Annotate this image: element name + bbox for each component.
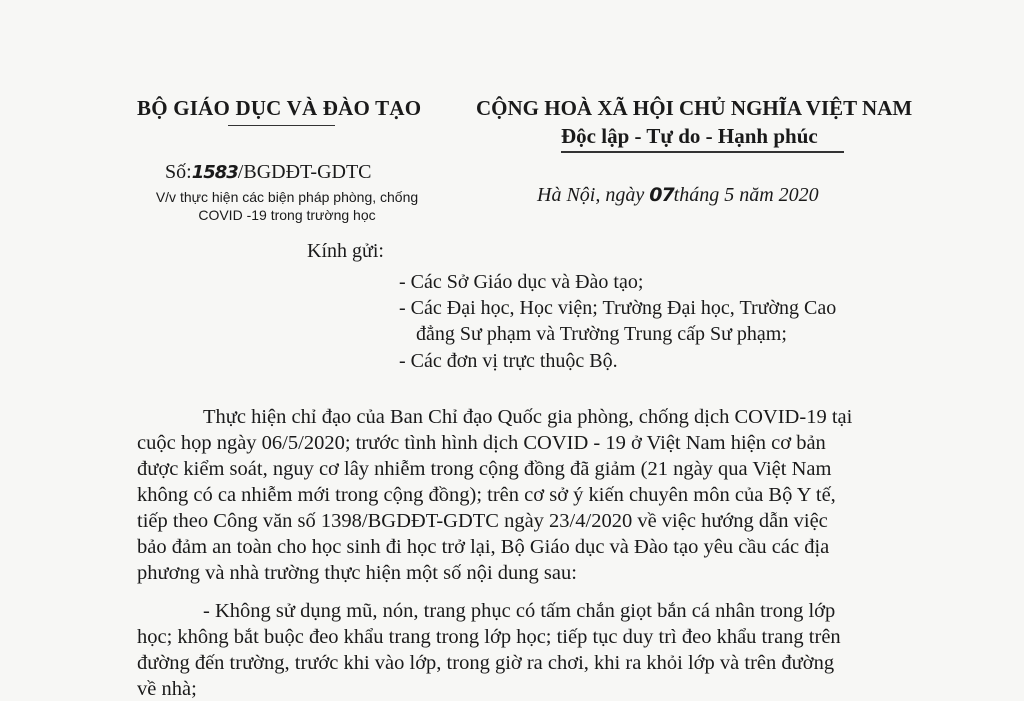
recipient-item: - Các Sở Giáo dục và Đào tạo; — [399, 271, 644, 293]
body-line: bảo đảm an toàn cho học sinh đi học trở lại, Bộ Giáo dục và Đào tạo yêu cầu các địa — [137, 536, 830, 558]
place-date-day: 07 — [649, 184, 674, 206]
place-and-date — [537, 184, 819, 207]
body-line: không có ca nhiễm mới trong cộng đồng); trên cơ sở ý kiến chuyên môn của Bộ Y tế, — [137, 484, 836, 506]
motto-underline — [561, 151, 844, 153]
ministry-name: BỘ GIÁO DỤC VÀ ĐÀO TẠO — [137, 96, 422, 120]
salutation: Kính gửi: — [307, 240, 384, 262]
place-date-prefix: Hà Nội, ngày — [537, 184, 650, 206]
national-title: CỘNG HOÀ XÃ HỘI CHỦ NGHĨA VIỆT NAM — [476, 96, 913, 120]
document-number-suffix: /BGDĐT-GDTC — [237, 161, 372, 183]
recipient-item: - Các đơn vị trực thuộc Bộ. — [399, 350, 618, 372]
subject-line: COVID -19 trong trường học — [198, 207, 376, 223]
body-line: phương và nhà trường thực hiện một số nội dung sau: — [137, 562, 577, 584]
document-number-handwritten: 1583 — [191, 162, 238, 183]
body-line: về nhà; — [137, 678, 197, 700]
recipient-item-continued: đẳng Sư phạm và Trường Trung cấp Sư phạm; — [416, 323, 787, 345]
ministry-underline — [228, 125, 335, 126]
recipient-item: - Các Đại học, Học viện; Trường Đại học, Trường Cao — [399, 297, 837, 319]
body-line: được kiểm soát, nguy cơ lây nhiễm trong cộng đồng đã giảm (21 ngày qua Việt Nam — [137, 458, 832, 480]
subject-line: V/v thực hiện các biện pháp phòng, chống — [155, 189, 419, 205]
document-subject — [137, 188, 437, 224]
document-number-prefix: Số: — [165, 161, 192, 183]
place-date-suffix: tháng 5 năm 2020 — [673, 184, 819, 206]
document-number — [165, 161, 372, 184]
body-line: tiếp theo Công văn số 1398/BGDĐT-GDTC ngày 23/4/2020 về việc hướng dẫn việc — [137, 510, 828, 532]
body-line: cuộc họp ngày 06/5/2020; trước tình hình dịch COVID - 19 ở Việt Nam hiện cơ bản — [137, 432, 826, 454]
body-line: học; không bắt buộc đeo khẩu trang trong lớp học; tiếp tục duy trì đeo khẩu trang trên — [137, 626, 841, 648]
body-line: Thực hiện chỉ đạo của Ban Chỉ đạo Quốc gia phòng, chống dịch COVID-19 tại — [203, 406, 853, 428]
national-motto: Độc lập - Tự do - Hạnh phúc — [561, 124, 818, 148]
body-line: - Không sử dụng mũ, nón, trang phục có tấm chắn giọt bắn cá nhân trong lớp — [203, 600, 836, 622]
body-line: đường đến trường, trước khi vào lớp, trong giờ ra chơi, khi ra khỏi lớp và trên đường — [137, 652, 835, 674]
